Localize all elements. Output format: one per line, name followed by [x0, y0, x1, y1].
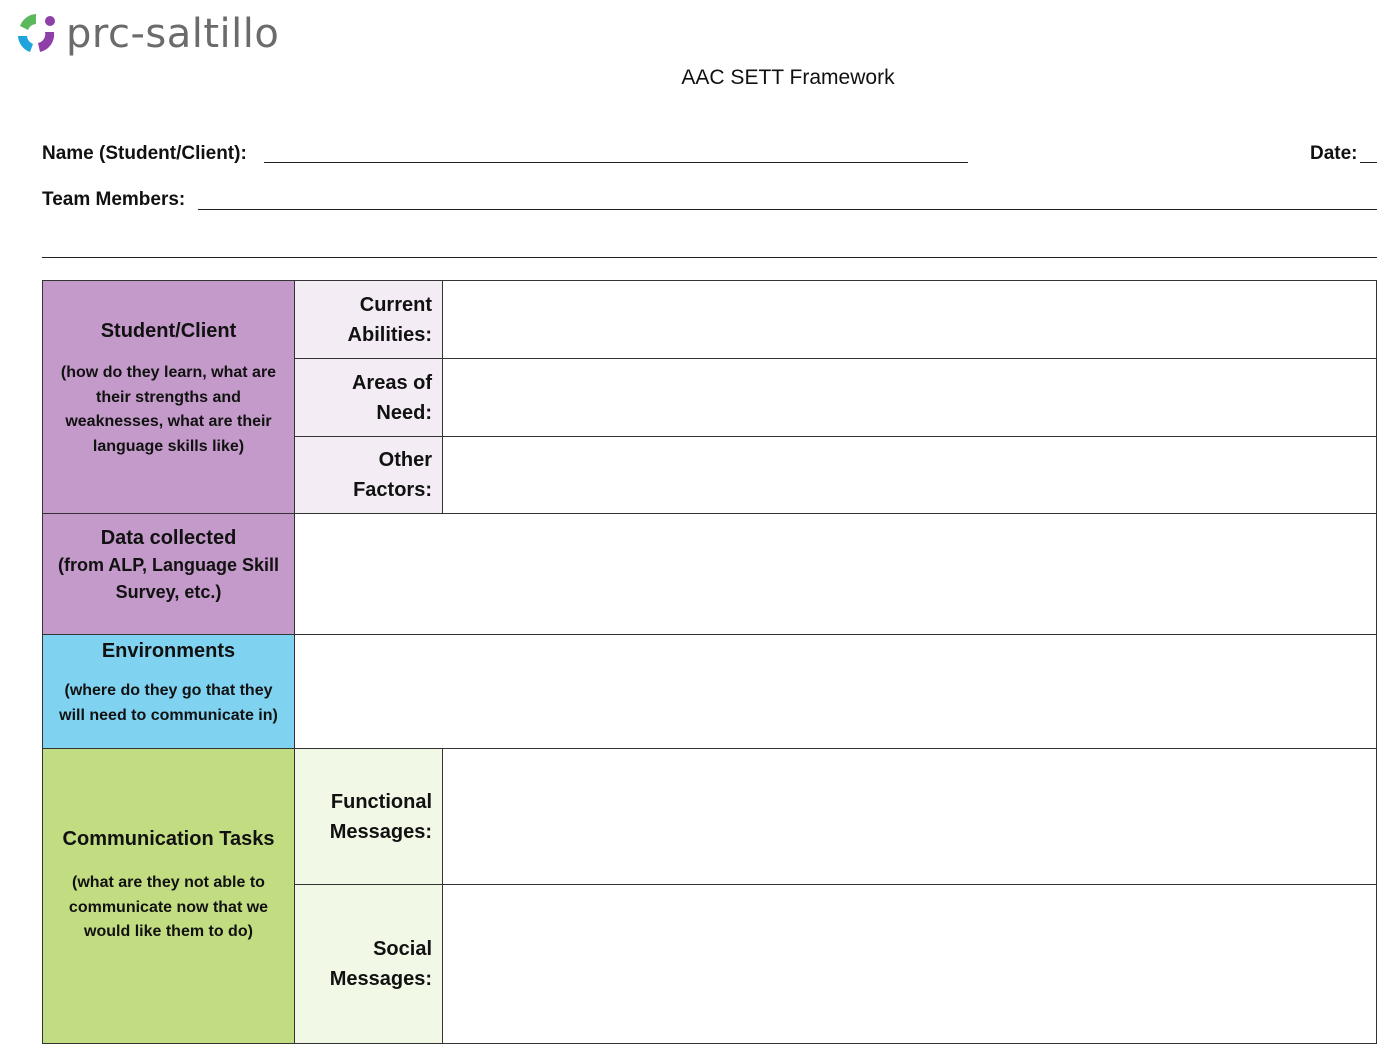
communication-tasks-header: [42, 748, 295, 1044]
student-client-title: Student/Client: [100, 320, 237, 342]
name-label: Name (Student/Client):: [42, 143, 247, 164]
environments-subtitle: (where do they go that they will need to communicate in): [59, 682, 278, 724]
prc-saltillo-swirl-icon: [12, 10, 60, 58]
student-client-header: [42, 280, 295, 514]
environments-entry[interactable]: [294, 634, 1377, 749]
date-label: Date:: [1310, 143, 1358, 164]
social-messages-entry[interactable]: [442, 884, 1377, 1044]
logo-text: prc-saltillo: [66, 11, 280, 57]
team-members-label: Team Members:: [42, 189, 186, 210]
data-collected-subtitle: (from ALP, Language Skill Survey, etc.): [57, 555, 280, 602]
communication-tasks-subtitle: (what are they not able to communicate now that we would like them to do): [68, 874, 269, 940]
student-client-subtitle: (how do they learn, what are their strengths and weaknesses, what are their language skills like): [60, 364, 277, 455]
date-input-line[interactable]: [1360, 162, 1377, 163]
document-title: AAC SETT Framework: [681, 66, 895, 89]
company-logo: [12, 8, 279, 60]
sett-table: [42, 280, 1377, 1044]
data-collected-entry[interactable]: [294, 513, 1377, 635]
other-factors-entry[interactable]: [442, 436, 1377, 514]
current-abilities-label: Current Abilities:: [294, 280, 443, 359]
communication-tasks-title: Communication Tasks: [62, 828, 275, 850]
team-members-input-line[interactable]: [198, 209, 1377, 210]
other-factors-label: Other Factors:: [294, 436, 443, 514]
data-collected-header: [42, 513, 295, 635]
name-input-line[interactable]: [264, 162, 968, 163]
environments-title: Environments: [101, 640, 236, 662]
current-abilities-entry[interactable]: [442, 280, 1377, 359]
functional-messages-label: Functional Messages:: [294, 748, 443, 885]
environments-header: [42, 634, 295, 749]
areas-of-need-label: Areas of Need:: [294, 358, 443, 437]
data-collected-title: Data collected: [100, 527, 237, 549]
functional-messages-entry[interactable]: [442, 748, 1377, 885]
areas-of-need-entry[interactable]: [442, 358, 1377, 437]
team-members-extra-line[interactable]: [42, 257, 1377, 258]
social-messages-label: Social Messages:: [294, 884, 443, 1044]
